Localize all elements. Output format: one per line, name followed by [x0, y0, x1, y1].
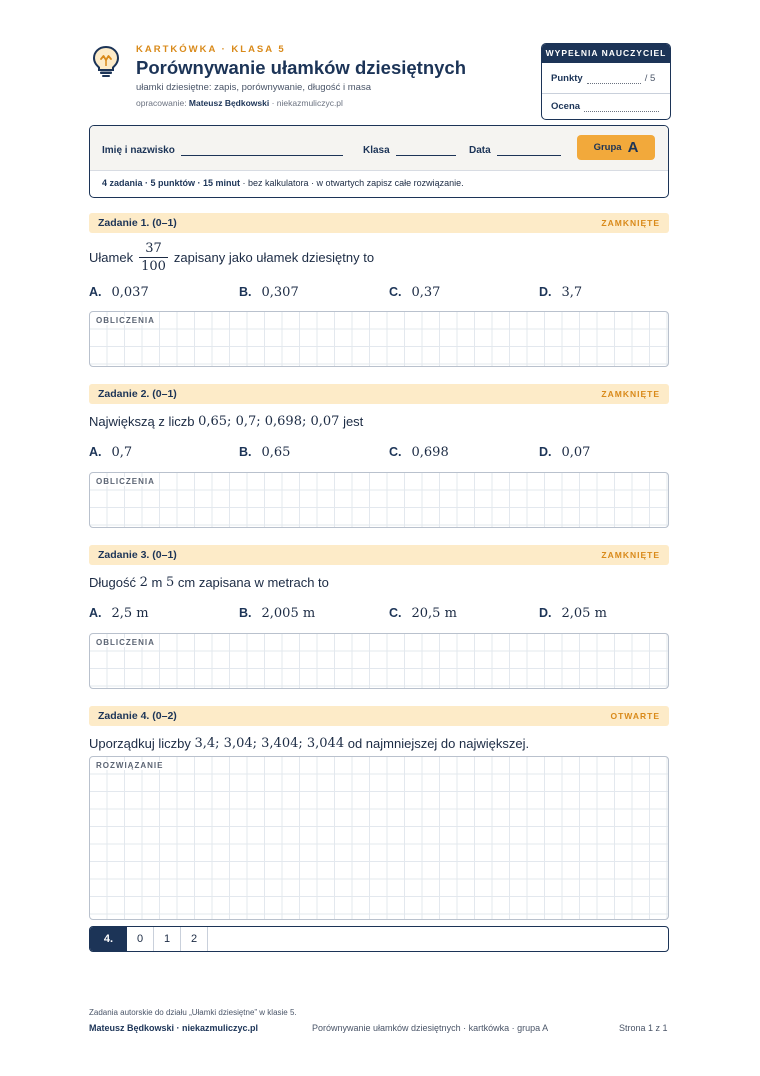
task-2-question-post: jest — [343, 414, 364, 429]
task-3-answer-b[interactable] — [239, 606, 315, 621]
grade-row — [551, 101, 663, 112]
task-1-title: Zadanie 1. (0–1) — [98, 217, 177, 229]
credit-line — [136, 98, 343, 108]
task-2-work-area[interactable] — [89, 472, 669, 528]
task-4-score-bar — [89, 926, 669, 952]
work-area-label: OBLICZENIA — [96, 316, 158, 325]
score-option-0[interactable]: 0 — [127, 927, 154, 951]
answer-value: 0,65 — [261, 445, 291, 460]
score-option-1[interactable]: 1 — [154, 927, 181, 951]
points-row — [551, 73, 655, 84]
task-1-work-area[interactable] — [89, 311, 669, 367]
score-option-2[interactable]: 2 — [181, 927, 208, 951]
task-3-work-area[interactable] — [89, 633, 669, 689]
task-4-title: Zadanie 4. (0–2) — [98, 710, 177, 722]
points-label: Punkty — [551, 73, 583, 84]
answer-letter: D. — [539, 606, 552, 620]
work-area-label: ROZWIĄZANIE — [96, 761, 166, 770]
task-1-header — [89, 213, 669, 233]
task-4-question-post: od najmniejszej do największej. — [347, 736, 530, 751]
answer-letter: B. — [239, 445, 252, 459]
task-1-answer-a[interactable] — [89, 285, 149, 300]
task-3-answers — [89, 606, 669, 624]
date-label: Data — [469, 145, 491, 156]
name-field[interactable] — [102, 145, 343, 156]
task-2-header — [89, 384, 669, 404]
task-3-answer-d[interactable] — [539, 606, 607, 621]
task-2-answer-d[interactable] — [539, 445, 590, 460]
task-1-answer-b[interactable] — [239, 285, 299, 300]
task-3-title: Zadanie 3. (0–1) — [98, 549, 177, 561]
group-letter: A — [627, 139, 639, 156]
task-1-answers — [89, 285, 669, 303]
task-3-meters-value: 2 — [139, 575, 148, 590]
answer-value: 0,037 — [111, 285, 149, 300]
answer-letter: A. — [89, 445, 102, 459]
task-2-answers — [89, 445, 669, 463]
credit-prefix: opracowanie: — [136, 98, 189, 108]
task-2-question — [89, 414, 363, 429]
test-info-rules: · bez kalkulatora · w otwartych zapisz całe rozwiązanie. — [240, 178, 464, 188]
task-2-type: ZAMKNIĘTE — [601, 389, 660, 399]
points-max: / 5 — [644, 73, 656, 84]
task-2-question-numbers: 0,65; 0,7; 0,698; 0,07 — [198, 414, 340, 429]
task-2-answer-a[interactable] — [89, 445, 132, 460]
task-3-answer-c[interactable] — [389, 606, 457, 621]
answer-value: 20,5 m — [411, 606, 457, 621]
task-4-question-pre: Uporządkuj liczby — [89, 736, 191, 751]
task-2-answer-b[interactable] — [239, 445, 290, 460]
task-3-question — [89, 575, 329, 590]
page-title: Porównywanie ułamków dziesiętnych — [136, 57, 467, 78]
answer-letter: A. — [89, 606, 102, 620]
teacher-box-heading: WYPEŁNIA NAUCZYCIEL — [542, 44, 670, 63]
class-label: Klasa — [363, 145, 390, 156]
class-field[interactable] — [363, 145, 456, 156]
footer-page-number: Strona 1 z 1 — [619, 1023, 668, 1033]
task-1-fraction — [139, 240, 168, 275]
lightbulb-icon — [90, 44, 122, 78]
task-4-header — [89, 706, 669, 726]
answer-letter: C. — [389, 445, 402, 459]
task-3-type: ZAMKNIĘTE — [601, 550, 660, 560]
student-fields — [90, 126, 668, 171]
group-badge — [577, 135, 655, 160]
answer-value: 3,7 — [561, 285, 583, 300]
name-label: Imię i nazwisko — [102, 145, 175, 156]
task-3-header — [89, 545, 669, 565]
teacher-box — [541, 43, 671, 120]
teacher-box-divider — [542, 93, 670, 94]
answer-value: 0,37 — [411, 285, 441, 300]
task-1-question — [89, 240, 374, 275]
answer-letter: B. — [239, 606, 252, 620]
work-area-label: OBLICZENIA — [96, 638, 158, 647]
task-2-answer-c[interactable] — [389, 445, 449, 460]
credit-site: · niekazmuliczyc.pl — [269, 98, 343, 108]
answer-value: 0,307 — [261, 285, 299, 300]
grade-field[interactable] — [584, 102, 659, 112]
answer-letter: C. — [389, 285, 402, 299]
name-line[interactable] — [181, 146, 343, 156]
score-task-number: 4. — [90, 927, 127, 951]
answer-value: 0,07 — [561, 445, 591, 460]
fraction-numerator: 37 — [145, 241, 162, 256]
group-label: Grupa — [593, 142, 622, 153]
task-2-question-pre: Największą z liczb — [89, 414, 195, 429]
answer-letter: D. — [539, 445, 552, 459]
answer-letter: D. — [539, 285, 552, 299]
credit-author: Mateusz Będkowski — [188, 98, 270, 108]
footer-author: Mateusz Będkowski · niekazmuliczyc.pl — [89, 1023, 259, 1033]
task-1-question-pre: Ułamek — [89, 250, 134, 265]
date-line[interactable] — [497, 146, 561, 156]
page-subtitle: ułamki dziesiętne: zapis, porównywanie, długość i masa — [136, 82, 371, 93]
task-4-question — [89, 736, 529, 751]
footer-title: Porównywanie ułamków dziesiętnych · kartkówka · grupa A — [312, 1023, 549, 1033]
fraction-denominator: 100 — [141, 259, 166, 274]
answer-letter: A. — [89, 285, 102, 299]
grade-label: Ocena — [551, 101, 581, 112]
student-info-box — [89, 125, 669, 198]
work-area-label: OBLICZENIA — [96, 477, 158, 486]
test-info — [102, 178, 464, 188]
date-field[interactable] — [469, 145, 561, 156]
task-2-title: Zadanie 2. (0–1) — [98, 388, 177, 400]
answer-value: 0,7 — [111, 445, 133, 460]
footer-note: Zadania autorskie do działu „Ułamki dziesiętne” w klasie 5. — [89, 1008, 297, 1017]
task-1-question-post: zapisany jako ułamek dziesiętny to — [173, 250, 375, 265]
task-3-meters-unit: m — [151, 575, 163, 590]
answer-letter: C. — [389, 606, 402, 620]
class-line[interactable] — [396, 146, 456, 156]
task-4-type: OTWARTE — [610, 711, 660, 721]
test-info-summary: 4 zadania · 5 punktów · 15 minut — [102, 178, 241, 188]
task-3-question-post: cm zapisana w metrach to — [177, 575, 329, 590]
task-1-type: ZAMKNIĘTE — [601, 218, 660, 228]
task-3-cm-value: 5 — [165, 575, 175, 590]
task-3-question-pre: Długość — [89, 575, 136, 590]
answer-letter: B. — [239, 285, 252, 299]
points-field[interactable] — [587, 74, 641, 84]
task-4-work-area[interactable] — [89, 756, 669, 920]
task-3-answer-a[interactable] — [89, 606, 149, 621]
task-1-answer-d[interactable] — [539, 285, 582, 300]
answer-value: 0,698 — [411, 445, 449, 460]
task-1-answer-c[interactable] — [389, 285, 440, 300]
task-4-question-numbers: 3,4; 3,04; 3,404; 3,044 — [194, 736, 345, 751]
answer-value: 2,05 m — [561, 606, 607, 621]
worksheet-kicker: KARTKÓWKA · KLASA 5 — [136, 44, 286, 55]
answer-value: 2,005 m — [261, 606, 316, 621]
answer-value: 2,5 m — [111, 606, 149, 621]
